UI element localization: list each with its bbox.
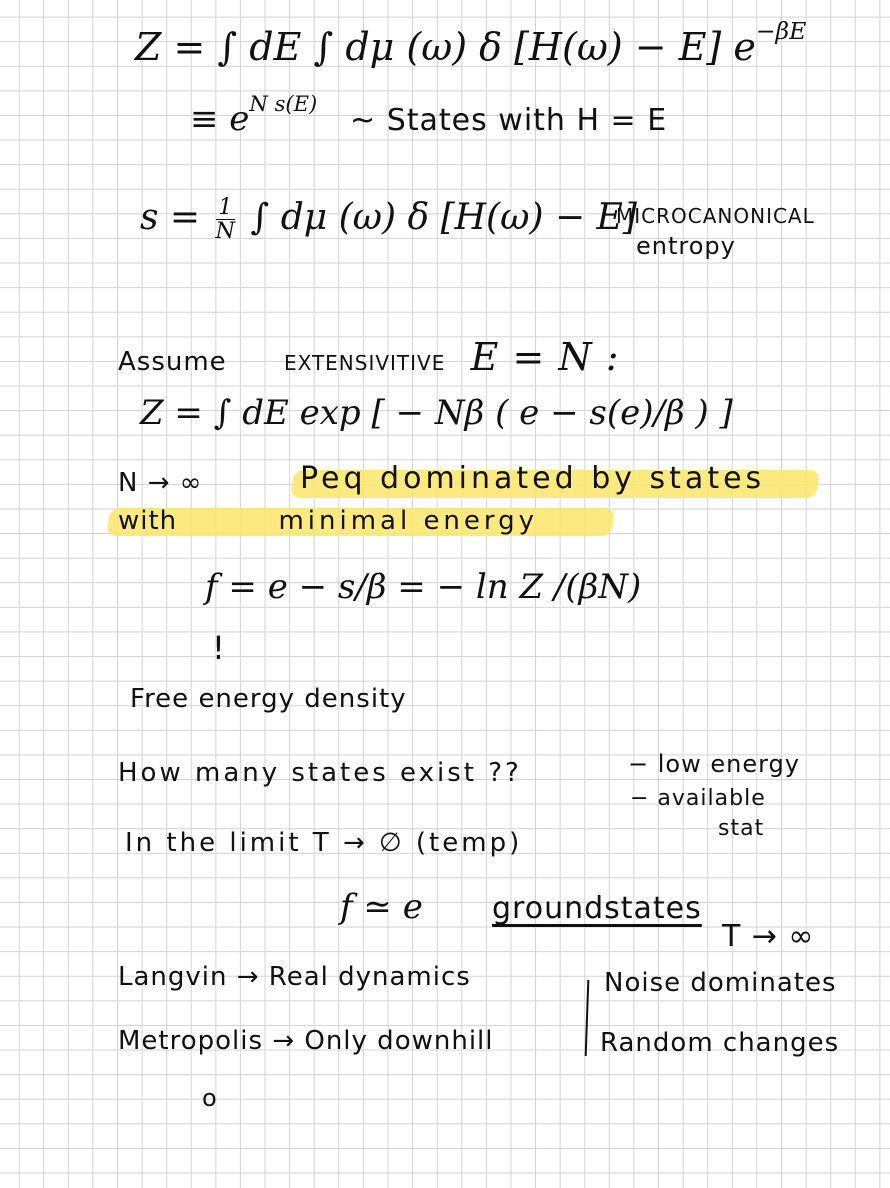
free-energy-exclamation (212, 629, 226, 667)
random-changes-text: Random changes (600, 1028, 840, 1058)
dominance-text-2: minimal energy (278, 506, 539, 536)
question-text: How many states exist ?? (118, 758, 522, 788)
question-side-note-3 (718, 818, 764, 840)
free-energy-caption-text: Free energy density (130, 684, 407, 714)
assume-word: EXTENSIVITIVE (283, 351, 446, 375)
dominance-text-1: Peq dominated by states (300, 461, 766, 496)
groundstate-word (492, 891, 702, 926)
stray-mark (202, 1086, 218, 1110)
side-note-stat: stat (718, 816, 765, 841)
stray-o: o (202, 1084, 218, 1112)
dynamics-row-1-left (118, 964, 471, 990)
limit-n-infinity (118, 470, 202, 496)
entropy-fraction (216, 196, 236, 244)
equation-free-energy (205, 567, 642, 607)
microcanonical-label-line1: MICROCANONICAL (616, 204, 815, 228)
assume-prefix: Assume (118, 347, 227, 377)
question-side-note-2 (630, 788, 766, 810)
limit-temperature-line (125, 830, 522, 856)
dominance-line-2 (118, 508, 538, 534)
equation-entropy-lhs: s = (140, 196, 201, 238)
side-note-available: − available (630, 786, 766, 811)
dynamics-row-1-right (604, 970, 837, 996)
dominance-with: with (118, 506, 178, 536)
free-energy-caption (130, 686, 407, 712)
entropy-fraction-denominator: N (215, 218, 236, 245)
microcanonical-label (616, 206, 815, 226)
equation-equivalence-lhs: ≡ e (190, 99, 250, 139)
t-to-infinity: T → ∞ (722, 919, 815, 954)
equation-z2-text: Z = ∫ dE exp [ − Nβ ( e − s(e)/β ) ] (140, 393, 733, 433)
equation-partition-exp-form (140, 393, 733, 433)
limit-temperature-text: In the limit T → ∅ (temp) (125, 828, 523, 858)
groundstate-formula (340, 887, 423, 927)
question-side-note-1 (628, 752, 800, 776)
equation-partition-lhs: Z = (135, 25, 206, 69)
groundstate-f-approx-e: f ≃ e (340, 887, 423, 927)
dominance-line-1 (300, 461, 766, 496)
equation-partition-exponent: −βE (755, 16, 807, 45)
exclamation-mark: ! (212, 629, 226, 667)
limit-prefix: N → ∞ (118, 468, 203, 498)
noise-dominates-text: Noise dominates (604, 968, 837, 998)
langevin-text: Langvin → Real dynamics (118, 962, 471, 992)
side-note-low-energy: − low energy (628, 750, 800, 778)
equation-equivalence-text: ~ States with H = E (350, 103, 668, 138)
assume-extensivity-line (118, 335, 620, 379)
equation-equivalence-exponent: N s(E) (249, 91, 318, 117)
assume-formula: E = N : (470, 335, 620, 379)
dynamics-row-2-right (600, 1030, 839, 1056)
entropy-label (636, 234, 736, 258)
entropy-fraction-numerator: 1 (216, 196, 236, 220)
temperature-infinite (722, 919, 815, 954)
metropolis-text: Metropolis → Only downhill (118, 1026, 494, 1056)
dynamics-row-2-left (118, 1028, 494, 1054)
entropy-label-line2: entropy (636, 232, 736, 260)
equation-equivalence (190, 91, 668, 139)
equation-microcanonical-entropy (140, 196, 637, 244)
free-energy-formula: f = e − s/β = − ln Z /(βN) (205, 567, 642, 607)
question-line (118, 760, 522, 786)
equation-partition-function (135, 16, 807, 69)
equation-entropy-body: ∫ dμ (ω) δ [H(ω) − E] (250, 196, 637, 238)
groundstates-text: groundstates (492, 891, 702, 926)
equation-partition-body: ∫ dE ∫ dμ (ω) δ [H(ω) − E] e (217, 25, 756, 69)
